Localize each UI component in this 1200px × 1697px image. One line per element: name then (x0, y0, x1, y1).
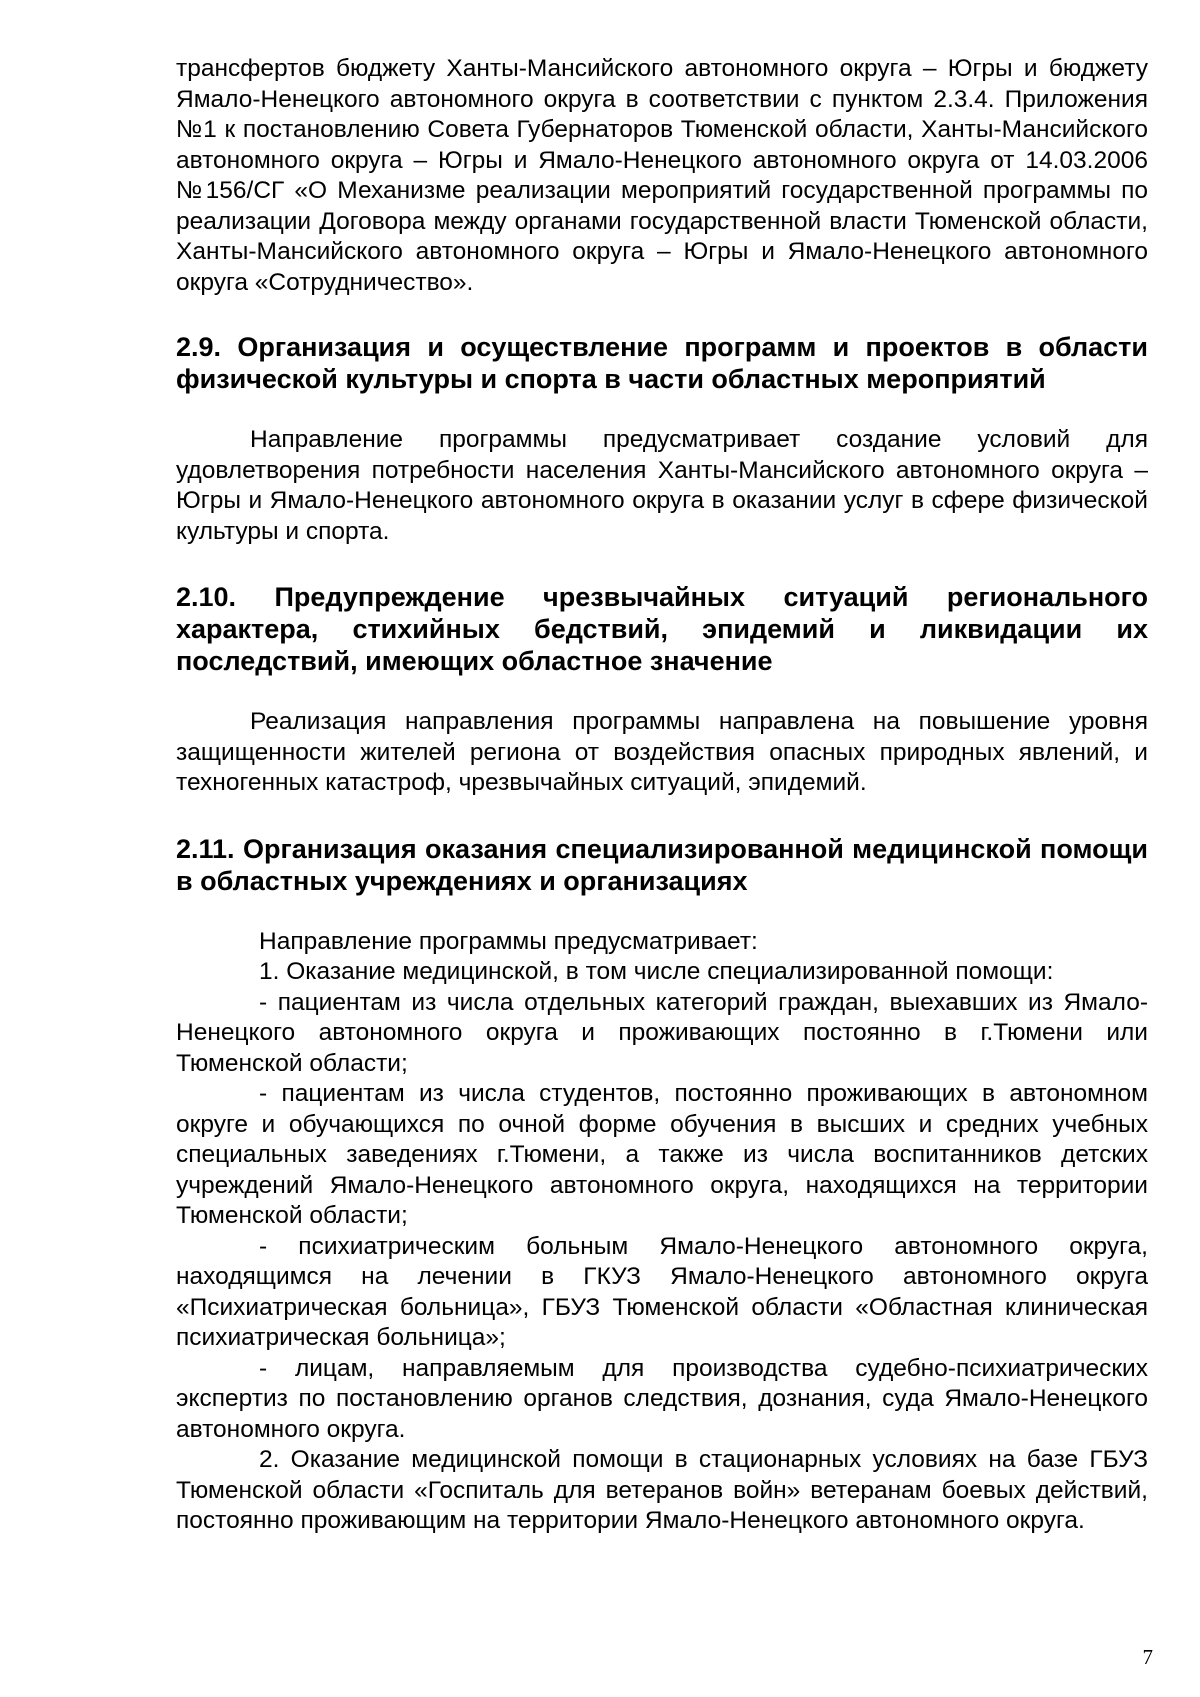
list-item: - пациентам из числа студентов, постоянно проживающих в автономном округе и обучающихся по очной форме обучения в высших и средних учебных специальных заведениях г.Тюмени, а также из числа воспитанников детских учреждений Ямало-Ненецкого автономного округа, находящихся на территории Тюменской области; (176, 1080, 1148, 1229)
section-2-10-paragraph: Реализация направления программы направлена на повышение уровня защищенности жителей региона от воздействия опасных природных явлений, и техногенных катастроф, чрезвычайных ситуаций, эпидемий. (176, 708, 1148, 796)
list-item: - психиатрическим больным Ямало-Ненецкого автономного округа, находящимся на лечении в ГКУЗ Ямало-Ненецкого автономного округа «Психиатрическая больница», ГБУЗ Тюменской области «Областная клиническая психиатрическая больница»; (176, 1232, 1148, 1351)
list-item: - пациентам из числа отдельных категорий граждан, выехавших из Ямало-Ненецкого автономного округа и проживающих постоянно в г.Тюмени или Тюменской области; (176, 988, 1148, 1077)
section-2-9-paragraph: Направление программы предусматривает создание условий для удовлетворения потребности населения Ханты-Мансийского автономного округа – Югры и Ямало-Ненецкого автономного округа в оказании услуг в сфере физической культуры и спорта. (176, 426, 1148, 545)
page-number: 7 (1142, 1645, 1153, 1669)
section-2-11-item-1: 1. Оказание медицинской, в том числе специализированной помощи: (259, 958, 1054, 985)
section-2-11-item-2: 2. Оказание медицинской помощи в стационарных условиях на базе ГБУЗ Тюменской области «Госпиталь для ветеранов войн» ветеранам боевых действий, постоянно проживающим на территории Ямало-Ненецкого автономного округа. (176, 1446, 1148, 1534)
intro-paragraph: трансфертов бюджету Ханты-Мансийского автономного округа – Югры и бюджету Ямало-Ненецкого автономного округа в соответствии с пунктом 2.3.4. Приложения №1 к постановлению Совета Губернаторов Тюменской области, Ханты-Мансийского автономного округа – Югры и Ямало-Ненецкого автономного округа от 14.03.2006 №156/СГ «О Механизме реализации мероприятий государственной программы по реализации Договора между органами государственной власти Тюменской области, Ханты-Мансийского автономного округа – Югры и Ямало-Ненецкого автономного округа «Сотрудничество». (176, 55, 1148, 296)
list-item: - лицам, направляемым для производства судебно-психиатрических экспертиз по постановлению органов следствия, дознания, суда Ямало-Ненецкого автономного округа. (176, 1354, 1148, 1443)
section-2-11-intro: Направление программы предусматривает: (259, 927, 758, 955)
section-2-10-heading: 2.10. Предупреждение чрезвычайных ситуаций регионального характера, стихийных бедствий, эпидемий и ликвидации их последствий, имеющих областное значение (176, 582, 1148, 676)
section-2-9-heading: 2.9. Организация и осуществление программ и проектов в области физической культуры и спорта в части областных мероприятий (176, 332, 1148, 394)
document-page (176, 54, 1148, 1537)
section-2-11-heading: 2.11. Организация оказания специализированной медицинской помощи в областных учреждениях и организациях (176, 833, 1148, 896)
